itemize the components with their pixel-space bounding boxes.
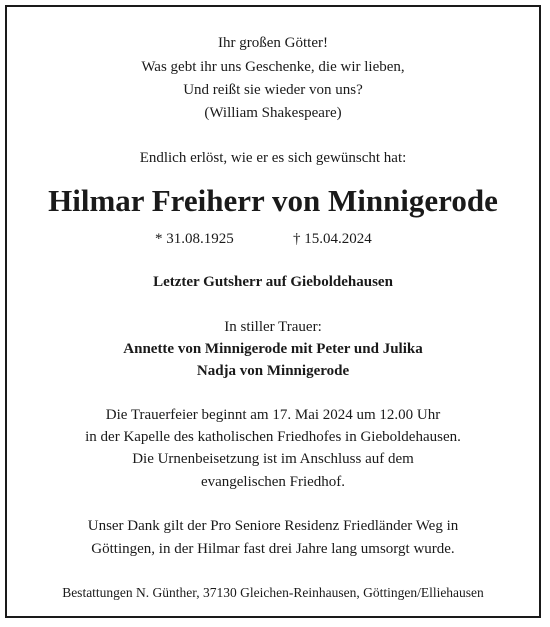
service-line-3: Die Urnenbeisetzung ist im Anschluss auf dem: [132, 451, 414, 467]
intro-text: Endlich erlöst, wie er es sich gewünscht hat:: [139, 150, 407, 166]
service-line-2: in der Kapelle des katholischen Friedhofes in Gieboldehausen.: [85, 429, 461, 445]
thanks-line-2: Göttingen, in der Hilmar fast drei Jahre lang umsorgt wurde.: [91, 541, 455, 557]
mourners-line-1: Annette von Minnigerode mit Peter und Julika: [123, 341, 423, 357]
deceased-name: Hilmar Freiherr von Minnigerode: [48, 183, 498, 218]
mourners-line-2: Nadja von Minnigerode: [196, 363, 350, 379]
death-date: † 15.04.2024: [293, 231, 372, 247]
service-line-4: evangelischen Friedhof.: [200, 474, 346, 490]
poem-line-2: Was gebt ihr uns Geschenke, die wir lieben,: [141, 59, 405, 75]
deceased-title: Letzter Gutsherr auf Gieboldehausen: [153, 274, 393, 290]
poem-attribution: (William Shakespeare): [204, 105, 342, 121]
poem-line-1: Ihr großen Götter!: [218, 35, 328, 51]
funeral-home: Bestattungen N. Günther, 37130 Gleichen-Reinhausen, Göttingen/Elliehausen: [62, 585, 484, 600]
poem-line-3: Und reißt sie wieder von uns?: [183, 82, 363, 98]
life-dates: [7, 230, 539, 249]
birth-date: * 31.08.1925: [155, 231, 234, 247]
obituary-notice: [5, 5, 541, 618]
mourners-intro: In stiller Trauer:: [224, 319, 322, 335]
service-line-1: Die Trauerfeier beginnt am 17. Mai 2024 um 12.00 Uhr: [105, 407, 441, 423]
thanks-line-1: Unser Dank gilt der Pro Seniore Residenz Friedländer Weg in: [87, 518, 459, 534]
